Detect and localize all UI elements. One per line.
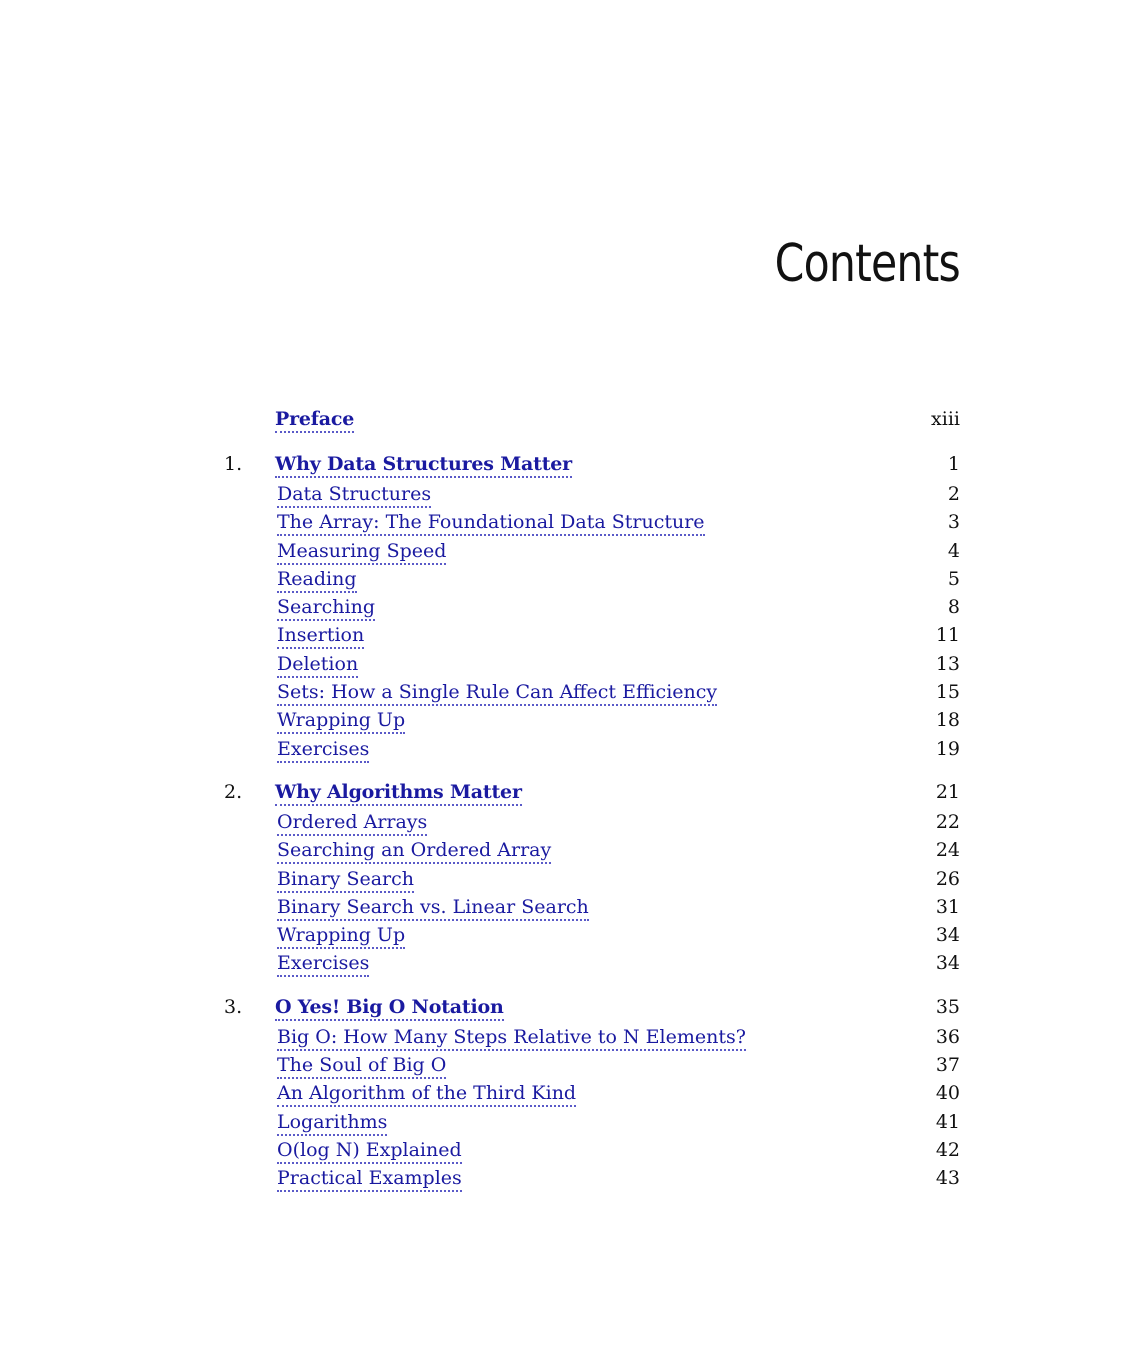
- chapter-number: 3.: [224, 995, 243, 1018]
- toc-section-row: [224, 483, 960, 511]
- toc-section-row: [224, 1167, 960, 1195]
- page-number: 31: [935, 895, 960, 918]
- page-number: 19: [935, 737, 960, 760]
- toc-preface-row: [224, 408, 960, 438]
- toc-section-link[interactable]: Data Structures: [277, 483, 431, 508]
- page-number: 26: [935, 867, 960, 890]
- toc-section-link[interactable]: Searching: [277, 596, 375, 621]
- toc-section-link[interactable]: Deletion: [277, 653, 358, 678]
- toc-section-link[interactable]: Practical Examples: [277, 1167, 462, 1192]
- toc-section-link[interactable]: Wrapping Up: [277, 924, 405, 949]
- toc-section-row: [224, 624, 960, 652]
- toc-chapter-link[interactable]: Why Data Structures Matter: [275, 453, 572, 478]
- toc-section-row: [224, 924, 960, 952]
- toc-section-row: [224, 1139, 960, 1167]
- page-number: 37: [935, 1054, 960, 1077]
- toc-section-link[interactable]: Exercises: [277, 952, 369, 977]
- toc-section-row: [224, 1111, 960, 1139]
- toc-section-link[interactable]: Logarithms: [277, 1111, 387, 1136]
- page-number: 35: [935, 995, 960, 1018]
- toc-section-link[interactable]: Searching an Ordered Array: [277, 839, 551, 864]
- toc-chapter-link[interactable]: Why Algorithms Matter: [275, 781, 522, 806]
- page-number: 42: [935, 1138, 960, 1161]
- chapter-spacer: [224, 766, 960, 781]
- page-title: Contents: [774, 234, 960, 294]
- chapter-number: 2.: [224, 780, 243, 803]
- toc-section-link[interactable]: O(log N) Explained: [277, 1139, 462, 1164]
- toc-chapter-row: [224, 996, 960, 1026]
- toc-section-link[interactable]: Insertion: [277, 624, 364, 649]
- page-number: 3: [947, 511, 960, 534]
- page-number: 2: [947, 483, 960, 505]
- table-of-contents: [224, 408, 960, 1196]
- toc-chapter-link[interactable]: O Yes! Big O Notation: [275, 996, 504, 1021]
- page-number: 4: [947, 539, 960, 562]
- page-number: 34: [935, 952, 960, 975]
- toc-section-row: [224, 1082, 960, 1110]
- page-number: 21: [935, 780, 960, 803]
- toc-section-row: [224, 653, 960, 681]
- toc-section-link[interactable]: An Algorithm of the Third Kind: [277, 1082, 576, 1107]
- chapter-number: 1.: [224, 453, 243, 475]
- toc-section-row: [224, 738, 960, 766]
- toc-section-row: [224, 811, 960, 839]
- toc-section-row: [224, 1054, 960, 1082]
- toc-section-row: [224, 596, 960, 624]
- toc-section-link[interactable]: The Soul of Big O: [277, 1054, 446, 1079]
- toc-section-row: [224, 868, 960, 896]
- toc-chapter-row: [224, 781, 960, 811]
- toc-section-link[interactable]: Binary Search: [277, 868, 414, 893]
- page-number: 24: [935, 839, 960, 862]
- page-number: 15: [935, 681, 960, 704]
- toc-section-row: [224, 568, 960, 596]
- page-number: 8: [947, 596, 960, 619]
- toc-section-link[interactable]: The Array: The Foundational Data Structure: [277, 511, 705, 536]
- toc-section-link[interactable]: Measuring Speed: [277, 540, 446, 565]
- page-number: 41: [935, 1110, 960, 1133]
- page-number: 18: [935, 709, 960, 732]
- toc-section-row: [224, 839, 960, 867]
- toc-chapter-row: [224, 453, 960, 483]
- toc-section-link[interactable]: Ordered Arrays: [277, 811, 427, 836]
- toc-section-link[interactable]: Big O: How Many Steps Relative to N Elements?: [277, 1026, 746, 1051]
- page-number: 22: [935, 810, 960, 833]
- page-number: 1: [947, 453, 960, 475]
- toc-section-link[interactable]: Wrapping Up: [277, 709, 405, 734]
- page-number: 13: [935, 652, 960, 675]
- toc-section-row: [224, 511, 960, 539]
- page-number: 40: [935, 1082, 960, 1105]
- toc-preface-link[interactable]: Preface: [275, 408, 354, 433]
- toc-section-row: [224, 709, 960, 737]
- toc-section-row: [224, 681, 960, 709]
- toc-section-row: [224, 1026, 960, 1054]
- page-number: 36: [935, 1025, 960, 1048]
- page-number: 5: [947, 567, 960, 590]
- page-number: 43: [935, 1167, 960, 1190]
- page-number: 34: [935, 924, 960, 947]
- page-number: xiii: [931, 408, 960, 430]
- toc-section-row: [224, 540, 960, 568]
- toc-section-row: [224, 896, 960, 924]
- toc-section-row: [224, 952, 960, 980]
- toc-section-link[interactable]: Reading: [277, 568, 357, 593]
- chapter-spacer: [224, 981, 960, 996]
- page-number: 11: [935, 624, 960, 647]
- toc-section-link[interactable]: Exercises: [277, 738, 369, 763]
- toc-section-link[interactable]: Binary Search vs. Linear Search: [277, 896, 589, 921]
- toc-section-link[interactable]: Sets: How a Single Rule Can Affect Efficiency: [277, 681, 717, 706]
